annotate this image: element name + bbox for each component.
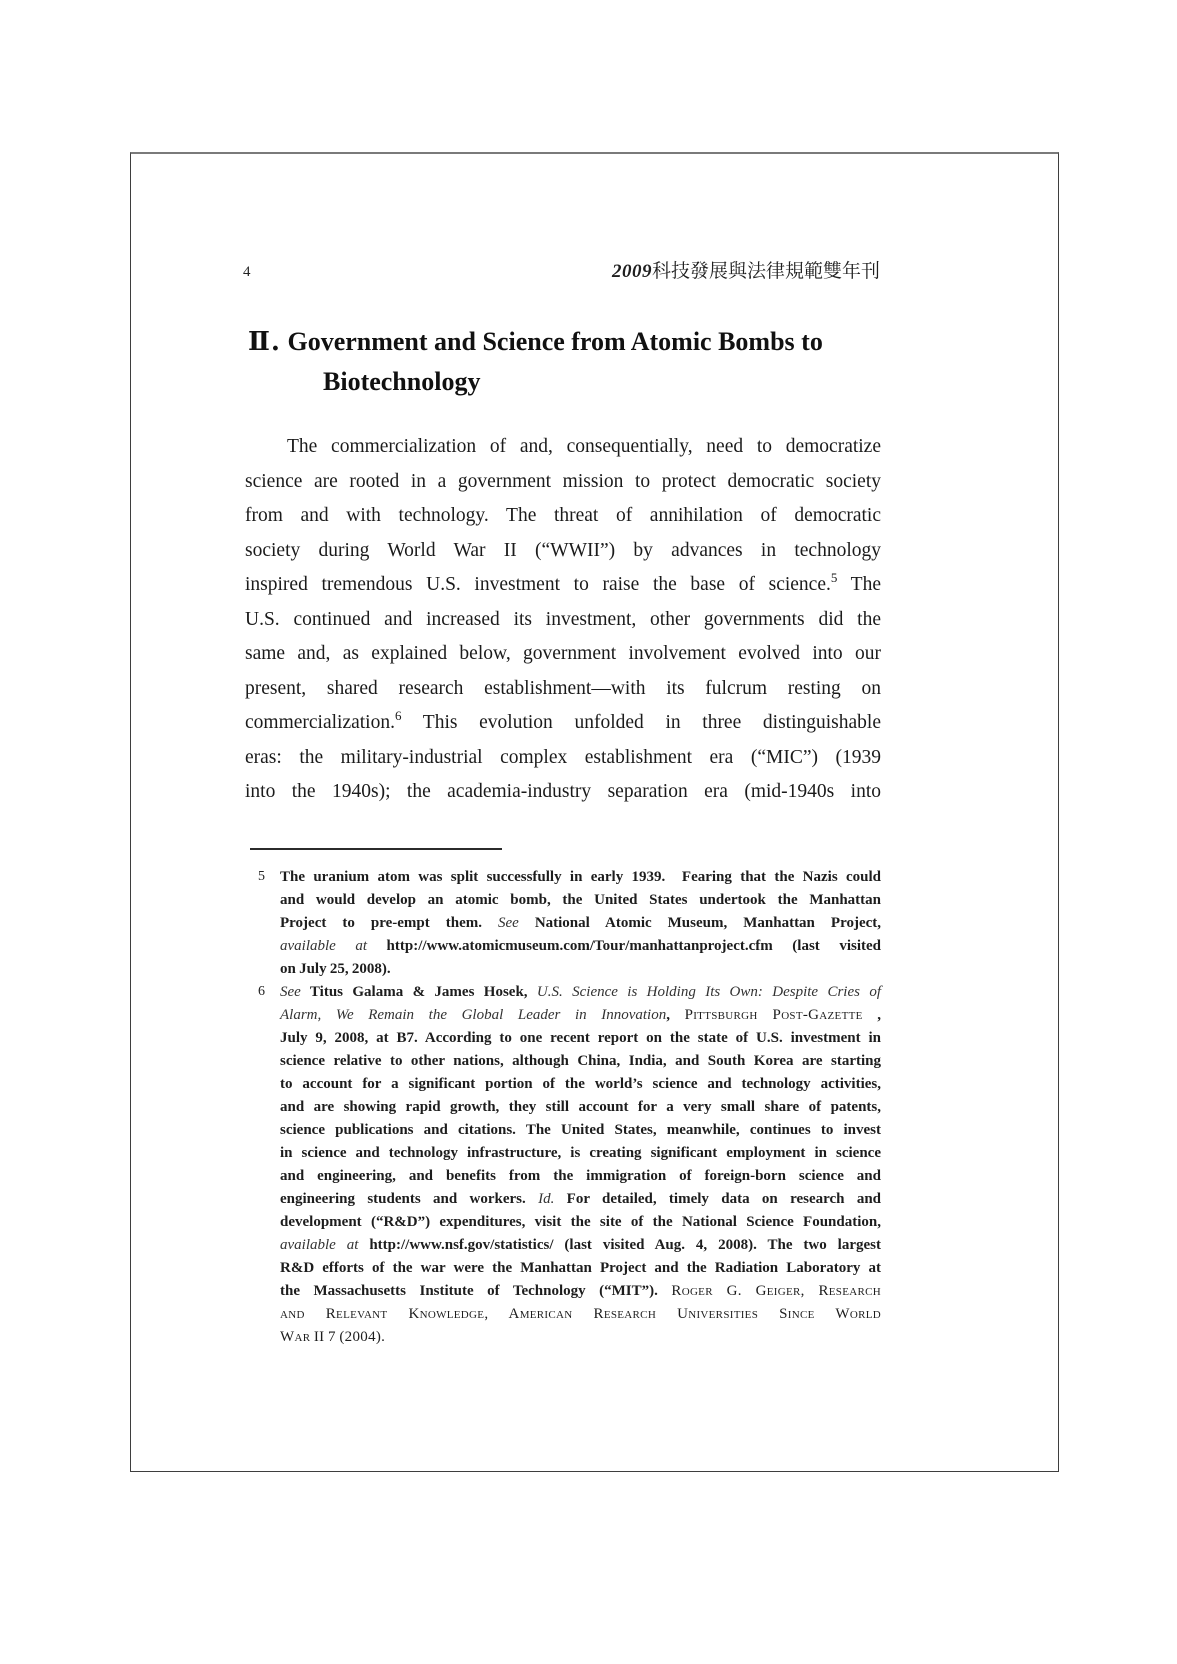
text-run: science publications and citations. The United States, meanwhile, continues to invest: [280, 1122, 881, 1138]
footnotes: [245, 866, 885, 1349]
footnote-line: [280, 912, 881, 935]
body-line: [245, 465, 881, 500]
text-run: R&D efforts of the war were the Manhattan Project and the Radiation Laboratory at: [280, 1260, 881, 1276]
text-run: science relative to other nations, although China, India, and South Korea are starting: [280, 1053, 881, 1069]
text-run: The: [837, 574, 881, 595]
heading-text: Government and Science from Atomic Bombs to: [280, 327, 823, 356]
text-run: See: [280, 984, 301, 1000]
text-run: eras: the military-industrial complex establishment era (“MIC”) (1939: [245, 746, 881, 768]
section-heading-line2: Biotechnology: [323, 367, 481, 396]
text-run: inspired tremendous U.S. investment to raise the base of science.: [245, 574, 831, 595]
text-run: ,: [666, 1007, 685, 1023]
body-line: [245, 534, 881, 569]
text-run: Roger G. Geiger, Research: [671, 1283, 881, 1299]
body-line: [245, 741, 881, 776]
text-run: development (“R&D”) expenditures, visit the site of the National Science Foundation,: [280, 1214, 881, 1230]
footnote-line: [280, 1234, 881, 1257]
text-run: and Relevant Knowledge, American Research Universities Since World: [280, 1306, 881, 1322]
footnote-line: [280, 1027, 881, 1050]
body-line: [245, 775, 881, 810]
text-run: society during World War II (“WWII”) by advances in technology: [245, 539, 881, 561]
text-run: commercialization.: [245, 712, 395, 733]
text-run: in science and technology infrastructure, is creating significant employment in science: [280, 1145, 881, 1161]
body-line: [245, 499, 881, 534]
text-run: National Atomic Museum, Manhattan Project,: [518, 915, 882, 931]
section-heading-line1: [248, 322, 928, 362]
footnote: [245, 981, 885, 1349]
footnote: [245, 866, 885, 981]
text-run: http://www.atomicmuseum.com/Tour/manhattanproject.cfm (last visited: [367, 938, 881, 954]
text-run: same and, as explained below, government involvement evolved into our: [245, 643, 881, 664]
text-run: science are rooted in a government mission to protect democratic society: [245, 470, 881, 492]
text-run: U.S. continued and increased its investment, other governments did the: [245, 608, 881, 630]
footnote-line: [280, 1326, 881, 1349]
page-frame: [130, 152, 1059, 1472]
body-line: [245, 568, 881, 603]
body-line: [245, 637, 881, 672]
footnote-ref: 6: [394, 708, 402, 723]
text-run: The commercialization of and, consequentially, need to democratize: [287, 436, 881, 457]
body-paragraph: [245, 430, 881, 810]
text-run: This evolution unfolded in three distinguishable: [401, 712, 881, 733]
text-run: the Massachusetts Institute of Technology (“MIT”).: [280, 1283, 672, 1299]
journal-title: [612, 256, 880, 283]
footnote-line: [280, 1257, 881, 1280]
journal-year: 2009: [611, 261, 652, 282]
text-run: The uranium atom was split successfully in early 1939. Fearing that the Nazis could: [280, 869, 881, 885]
footnote-line: [280, 1211, 881, 1234]
body-line: [245, 672, 881, 707]
text-run: Project to pre-empt them.: [280, 915, 498, 931]
text-run: Titus Galama & James Hosek,: [300, 984, 537, 1000]
footnote-line: [280, 981, 881, 1004]
footnote-text: [280, 866, 881, 981]
text-run: Id.: [538, 1191, 555, 1207]
heading-numeral: Ⅱ.: [248, 327, 281, 357]
footnote-line: [280, 1142, 881, 1165]
text-run: Alarm, We Remain the Global Leader in Innovation: [280, 1007, 667, 1023]
text-run: War II 7 (2004).: [280, 1329, 386, 1345]
text-run: on July 25, 2008).: [280, 961, 391, 977]
text-run: to account for a significant portion of the world’s science and technology activities,: [280, 1076, 881, 1092]
footnote-line: [280, 1188, 881, 1211]
footnote-line: [280, 889, 881, 912]
body-line: [245, 603, 881, 638]
text-run: http://www.nsf.gov/statistics/ (last visited Aug. 4, 2008). The two largest: [358, 1237, 881, 1253]
footnote-line: [280, 958, 881, 981]
text-run: and would develop an atomic bomb, the United States undertook the Manhattan: [280, 892, 881, 908]
footnote-line: [280, 1119, 881, 1142]
text-run: into the 1940s); the academia-industry separation era (mid-1940s into: [245, 781, 881, 802]
text-run: present, shared research establishment—with its fulcrum resting on: [245, 677, 881, 699]
footnote-line: [280, 1073, 881, 1096]
text-run: available at: [280, 938, 368, 954]
footnote-line: [280, 1303, 881, 1326]
footnote-line: [280, 1096, 881, 1119]
footnote-text: [280, 981, 881, 1349]
text-run: engineering students and workers.: [280, 1191, 539, 1207]
text-run: and are showing rapid growth, they still account for a very small share of patents,: [280, 1099, 881, 1115]
footnote-line: [280, 1050, 881, 1073]
text-run: and engineering, and benefits from the immigration of foreign-born science and: [280, 1168, 881, 1184]
footnote-line: [280, 935, 881, 958]
footnote-line: [280, 1280, 881, 1303]
page-number: 4: [243, 264, 251, 280]
body-line: [245, 706, 881, 741]
footnote-number: 6: [258, 984, 265, 999]
page-header: [243, 256, 1010, 282]
text-run: July 9, 2008, at B7. According to one recent report on the state of U.S. investment in: [280, 1030, 881, 1046]
footnote-number: 5: [258, 869, 265, 884]
text-run: Pittsburgh Post-Gazette: [684, 1007, 863, 1023]
text-run: U.S. Science is Holding Its Own: Despite Cries of: [536, 984, 881, 1000]
footnote-separator: [250, 848, 502, 850]
section-heading: [248, 322, 928, 401]
journal-title-cjk: 科技發展與法律規範雙年刊: [651, 261, 880, 282]
footnote-line: [280, 1165, 881, 1188]
body-line: [245, 430, 881, 465]
text-run: For detailed, timely data on research and: [554, 1191, 882, 1207]
text-run: See: [497, 915, 519, 931]
footnote-line: [280, 1004, 881, 1027]
text-run: from and with technology. The threat of annihilation of democratic: [245, 505, 881, 526]
text-run: ,: [862, 1007, 881, 1023]
footnote-line: [280, 866, 881, 889]
text-run: available at: [280, 1237, 359, 1253]
footnote-ref: 5: [830, 570, 838, 585]
